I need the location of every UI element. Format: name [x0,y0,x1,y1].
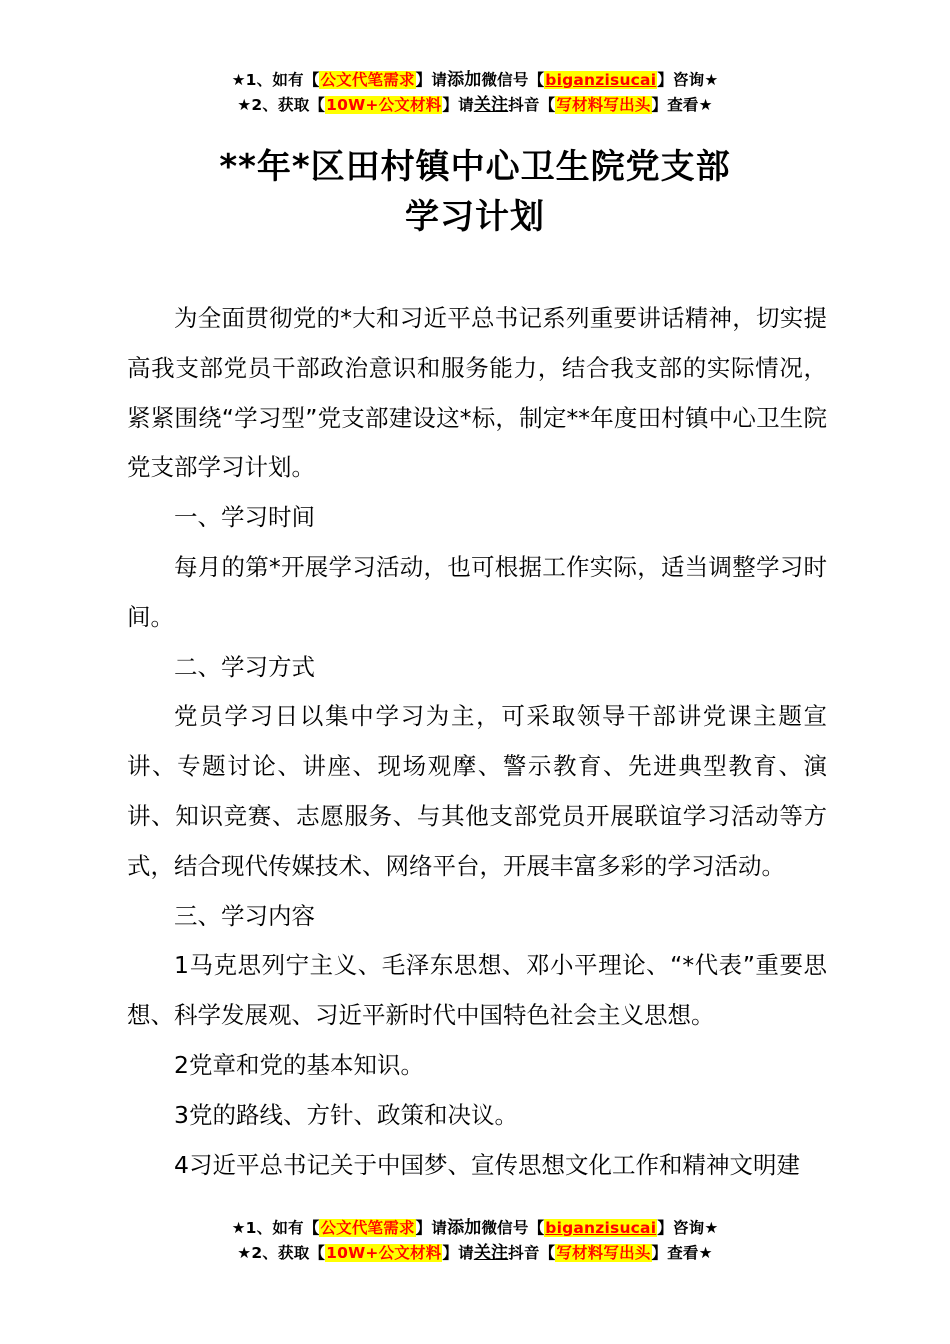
paragraph-intro: 为全面贯彻党的*大和习近平总书记系列重要讲话精神，切实提高我支部党员干部政治意识和服务能力，结合我支部的实际情况，紧紧围绕“学习型”党支部建设这*标，制定**年度田村镇中心卫生院党支部学习计划。 [127,304,827,482]
paragraph-method: 党员学习日以集中学习为主，可采取领导干部讲党课主题宣讲、专题讨论、讲座、现场观摩、警示教育、先进典型教育、演讲、知识竞赛、志愿服务、与其他支部党员开展联谊学习活动等方式，结合现代传媒技术、网络平台，开展丰富多彩的学习活动。 [127,702,827,880]
section-heading-content: 三、学习内容 [174,901,315,930]
highlight-service: 公文代笔需求 [320,1219,415,1237]
banner-text: ★1、如有【 [231,71,320,89]
banner-text: 】请 [442,1244,474,1262]
highlight-materials: 10W+公文材料 [326,1244,442,1262]
banner-text: ★2、获取【 [237,96,326,114]
banner-text: 添加 [447,70,482,90]
banner-text: 添加 [447,1218,482,1238]
content-item-1: 1马克思列宁主义、毛泽东思想、邓小平理论、“*代表”重要思想、科学发展观、习近平新时代中国特色社会主义思想。 [127,951,827,1030]
content-item-4: 4习近平总书记关于中国梦、宣传思想文化工作和精神文明建 [174,1150,800,1179]
banner-text: 抖音【 [508,1244,556,1262]
banner-line-2 [0,1241,950,1266]
banner-text: 微信号【 [481,71,545,89]
document-title [0,142,950,242]
banner-text: 】请 [442,96,474,114]
header-banner [0,68,950,118]
banner-line-2 [0,93,950,118]
banner-text: ★1、如有【 [231,1219,320,1237]
highlight-service: 公文代笔需求 [320,71,415,89]
title-line-1: **年*区田村镇中心卫生院党支部 [219,147,731,187]
banner-text: 关注 [473,1243,509,1263]
banner-text: 】请 [415,71,448,89]
banner-text: 】查看★ [651,96,713,114]
section-heading-method: 二、学习方式 [174,652,315,681]
wechat-id: biganzisucai [545,71,657,89]
banner-text: 关注 [473,95,509,115]
content-item-2: 2党章和党的基本知识。 [174,1050,424,1079]
douyin-account: 写材料写出头 [556,1244,651,1262]
section-heading-time: 一、学习时间 [174,503,315,532]
banner-text: ★2、获取【 [237,1244,326,1262]
banner-text: 】查看★ [651,1244,713,1262]
footer-banner [0,1216,950,1266]
banner-line-1 [0,1216,950,1241]
banner-text: 微信号【 [481,1219,545,1237]
banner-text: 抖音【 [508,96,556,114]
douyin-account: 写材料写出头 [556,96,651,114]
paragraph-time: 每月的第*开展学习活动，也可根据工作实际，适当调整学习时间。 [127,552,827,631]
highlight-materials: 10W+公文材料 [326,96,442,114]
banner-line-1 [0,68,950,93]
title-line-2: 学习计划 [405,197,545,237]
banner-text: 】咨询★ [657,1219,719,1237]
wechat-id: biganzisucai [545,1219,657,1237]
document-body [127,294,827,1190]
banner-text: 】请 [415,1219,448,1237]
content-item-3: 3党的路线、方针、政策和决议。 [174,1100,518,1129]
banner-text: 】咨询★ [657,71,719,89]
